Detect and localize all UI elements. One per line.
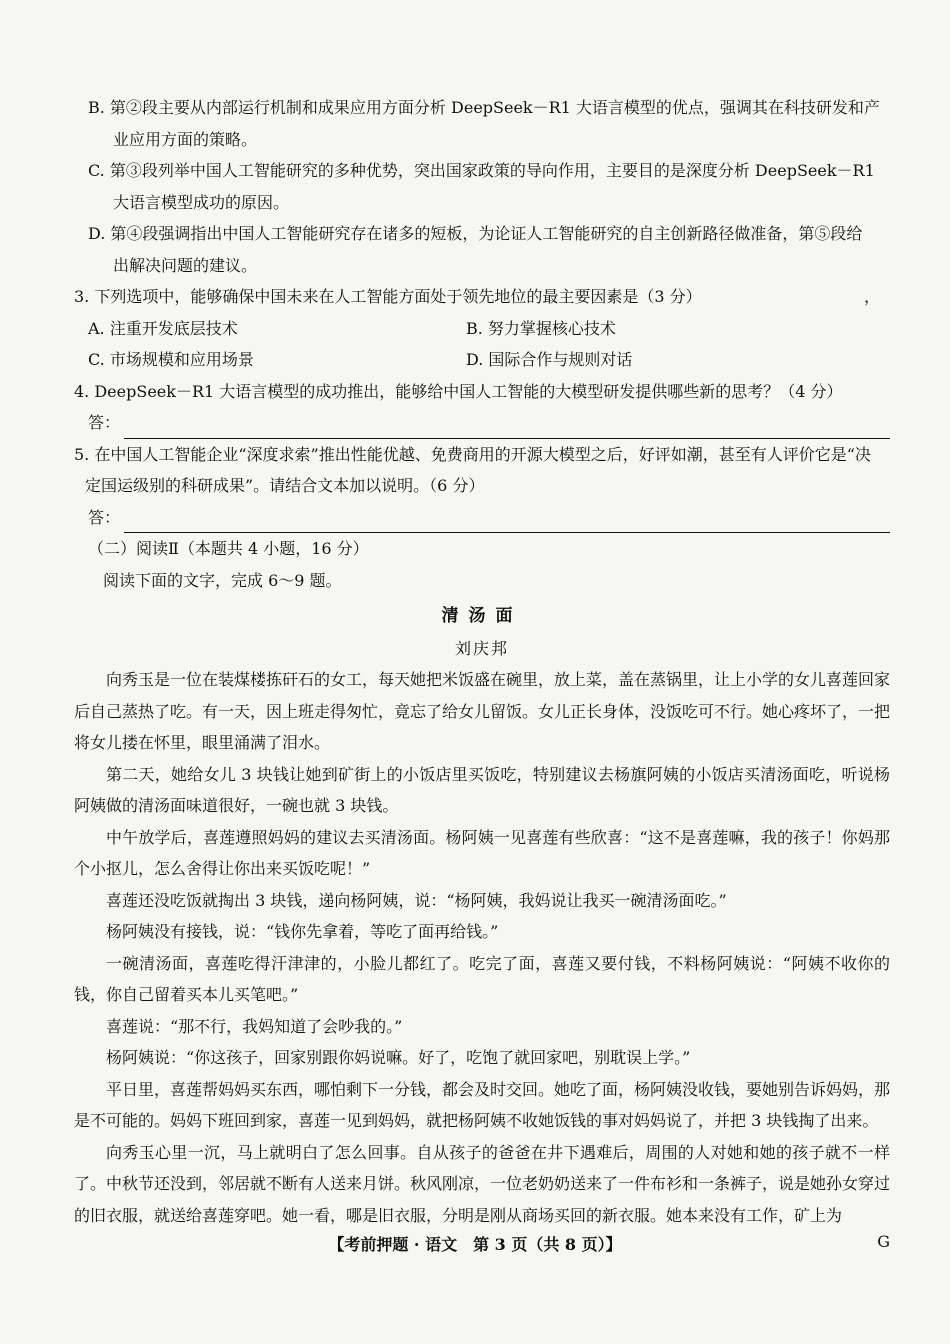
question-3-option-c: C. 市场规模和应用场景 <box>88 350 254 369</box>
option-b-line1: B. 第②段主要从内部运行机制和成果应用方面分析 DeepSeek－R1 大语言模型的优点，强调其在科技研发和产 <box>88 98 880 117</box>
question-5-answer-label: 答： <box>88 507 121 527</box>
question-4-text: 4. DeepSeek－R1 大语言模型的成功推出，能够给中国人工智能的大模型研发提供哪些新的思考？（4 分） <box>74 381 843 401</box>
question-3-option-a: A. 注重开发底层技术 <box>88 318 238 338</box>
question-4-answer-line[interactable] <box>124 416 890 439</box>
section-2-heading: （二）阅读Ⅱ（本题共 4 小题，16 分） <box>88 539 369 558</box>
story-paragraph: 平日里，喜莲帮妈妈买东西，哪怕剩下一分钱，都会及时交回。她吃了面，杨阿姨没收钱，要她别告诉妈妈，那是不可能的。妈妈下班回到家，喜莲一见到妈妈，就把杨阿姨不收她饭钱的事对妈妈说了，并把 3 块钱掏了出来。 <box>74 1079 891 1130</box>
story-paragraph: 杨阿姨没有接钱，说：“钱你先拿着，等吃了面再给钱。” <box>106 922 499 941</box>
option-b-line2: 业应用方面的策略。 <box>113 129 258 149</box>
story-paragraph: 中午放学后，喜莲遵照妈妈的建议去买清汤面。杨阿姨一见喜莲有些欣喜：“这不是喜莲嘛，我的孩子！你妈那个小抠儿，怎么舍得让你出来买饭吃呢！” <box>74 827 890 878</box>
section-2-instruction: 阅读下面的文字，完成 6～9 题。 <box>103 570 342 590</box>
option-d-line2: 出解决问题的建议。 <box>113 255 258 275</box>
question-5 <box>74 439 890 534</box>
story-paragraph: 杨阿姨说：“你这孩子，回家别跟你妈说嘛。好了，吃饱了就回家吧，别耽误上学。” <box>106 1048 691 1067</box>
option-d-line1: D. 第④段强调指出中国人工智能研究存在诸多的短板，为论证人工智能研究的自主创新路径做准备，第⑤段给 <box>88 224 863 243</box>
page-footer: 【考前押题 · 语文 第 3 页（共 8 页）】 <box>328 1235 622 1254</box>
previous-question-options <box>88 92 890 281</box>
story-paragraph: 喜莲还没吃饭就掏出 3 块钱，递向杨阿姨，说：“杨阿姨，我妈说让我买一碗清汤面吃。” <box>106 890 727 910</box>
question-3-option-d: D. 国际合作与规则对话 <box>466 350 633 369</box>
question-4 <box>74 376 890 439</box>
option-c-line2: 大语言模型成功的原因。 <box>113 192 290 212</box>
story-paragraph: 一碗清汤面，喜莲吃得汗津津的，小脸儿都红了。吃完了面，喜莲又要付钱，不料杨阿姨说：“阿姨不收你的钱，你自己留着买本儿买笔吧。” <box>74 953 890 1004</box>
story-author: 刘庆邦 <box>454 639 509 658</box>
question-5-answer-line[interactable] <box>124 510 890 533</box>
question-5-line2: 定国运级别的科研成果”。请结合文本加以说明。（6 分） <box>85 476 485 495</box>
question-3-text: 3. 下列选项中，能够确保中国未来在人工智能方面处于领先地位的最主要因素是（3 分） <box>74 287 702 306</box>
question-4-answer-label: 答： <box>88 413 121 432</box>
stray-mark: ， <box>863 287 880 306</box>
story-paragraph: 向秀玉是一位在装煤楼拣矸石的女工，每天她把米饭盛在碗里，放上菜，盖在蒸锅里，让上小学的女儿喜莲回家后自己蒸热了吃。有一天，因上班走得匆忙，竟忘了给女儿留饭。女儿正长身体，没饭吃可不行。她心疼坏了，一把将女儿搂在怀里，眼里涌满了泪水。 <box>74 670 891 752</box>
story-paragraph: 第二天，她给女儿 3 块钱让她到矿街上的小饭店里买饭吃，特别建议去杨旗阿姨的小饭店买清汤面吃，听说杨阿姨做的清汤面味道很好，一碗也就 3 块钱。 <box>74 764 890 815</box>
story-title: 清汤面 <box>441 606 523 626</box>
story <box>74 600 890 1231</box>
section-2 <box>88 533 890 596</box>
paper-code: G <box>877 1232 890 1251</box>
question-3-option-b: B. 努力掌握核心技术 <box>466 318 616 338</box>
option-c-line1: C. 第③段列举中国人工智能研究的多种优势，突出国家政策的导向作用，主要目的是深度分析 DeepSeek－R1 <box>88 161 875 180</box>
question-5-line1: 5. 在中国人工智能企业“深度求索”推出性能优越、免费商用的开源大模型之后，好评如潮，甚至有人评价它是“决 <box>74 444 871 464</box>
story-paragraph: 向秀玉心里一沉，马上就明白了怎么回事。自从孩子的爸爸在井下遇难后，周围的人对她和她的孩子就不一样了。中秋节还没到，邻居就不断有人送来月饼。秋风刚凉，一位老奶奶送来了一件布衫和一条裤子，说是她孙女穿过的旧衣服，就送给喜莲穿吧。她一看，哪是旧衣服，分明是刚从商场买回的新衣服。她本来没有工作，矿上为 <box>74 1142 891 1225</box>
story-paragraph: 喜莲说：“那不行，我妈知道了会吵我的。” <box>106 1016 403 1036</box>
question-3 <box>74 281 890 376</box>
